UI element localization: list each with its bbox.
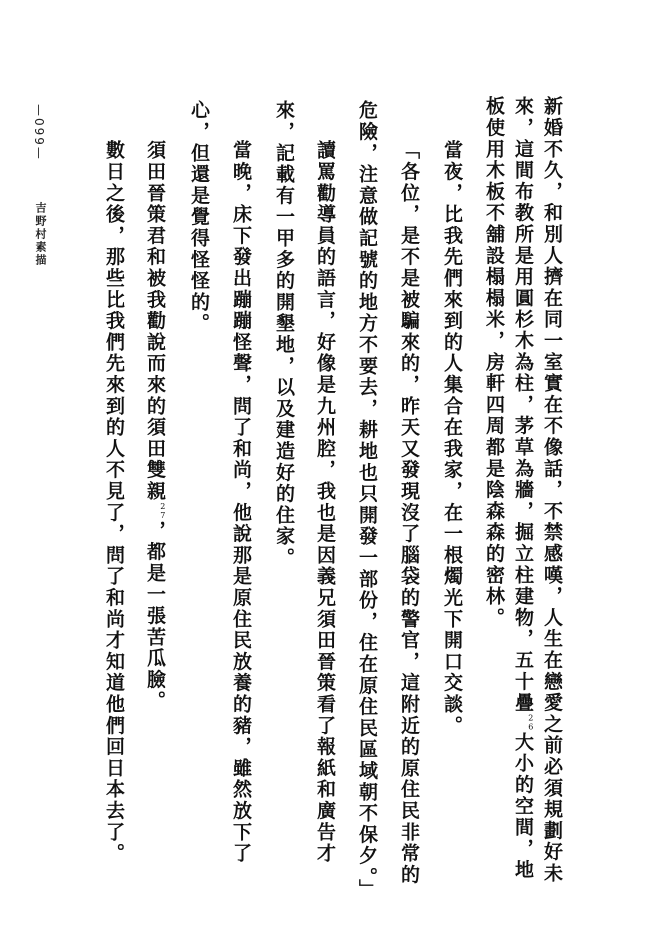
text-column-9: 當晚，床下發出蹦蹦怪聲，問了和尚，他說那是原住民放養的豬，雖然放下了 xyxy=(230,140,252,865)
page-number: —099— xyxy=(32,104,46,161)
text-column-12: 數日之後，那些比我們先來到的人不見了，問了和尚才知道他們回日本去了。 xyxy=(103,140,125,865)
footnote-marker-26: 26 xyxy=(526,713,536,732)
footnote-marker-27: 27 xyxy=(158,502,168,521)
text-column-2 xyxy=(511,96,542,881)
text-column-4: 當夜，比我先們來到的人集合在我家，在一根燭光下開口交談。 xyxy=(441,140,463,737)
text-column-3: 板使用木板不舖設榻榻米，房軒四周都是陰森森的密林。 xyxy=(483,96,505,629)
text-column-7: 讀罵勸導員的語言，好像是九州腔，我也是因義兄須田晉策看了報紙和廣告才 xyxy=(314,140,336,865)
text-column-2-part-1: 來，這間布教所是用圓杉木為柱，茅草為牆，掘立柱建物，五十疊 xyxy=(512,96,534,714)
text-column-1: 新婚不久，和別人擠在同一室實在不像話，不禁感嘆，人生在戀愛之前必須規劃好未 xyxy=(541,96,563,885)
text-column-8: 來，記載有一甲多的開墾地，以及建造好的住家。 xyxy=(273,100,295,569)
text-column-5: 「各位，是不是被騙來的，昨天又發現沒了腦袋的警官，這附近的原住民非常的 xyxy=(398,140,420,886)
text-column-10: 心，但還是覺得怪怪的。 xyxy=(188,100,210,335)
text-column-11-part-1: 須田晉策君和被我勸說而來的須田雙親 xyxy=(144,140,166,503)
text-column-2-part-2: 大小的空間，地 xyxy=(512,731,534,881)
running-title: 吉野村素描 xyxy=(34,202,47,267)
text-column-11 xyxy=(143,140,174,712)
text-column-11-part-2: ，都是一張苦瓜臉。 xyxy=(144,520,166,712)
text-column-6: 危險，注意做記號的地方不要去，耕地也只開發一部份，住在原住民區域朝不保夕。」 xyxy=(356,100,378,900)
